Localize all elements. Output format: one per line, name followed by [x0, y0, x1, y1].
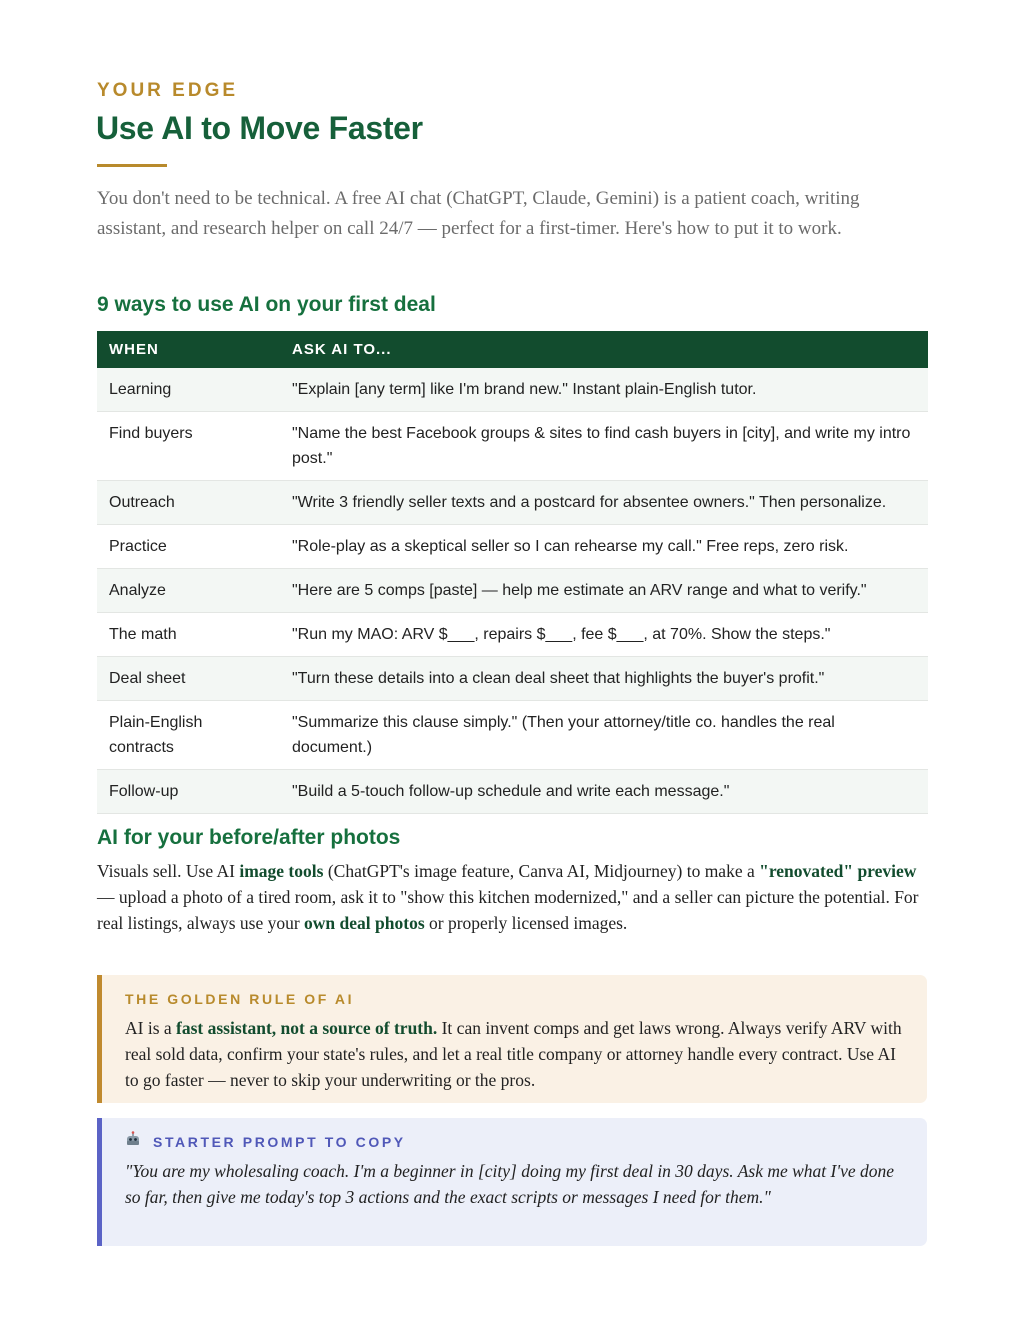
cell-when: Find buyers [97, 412, 280, 481]
column-header-ask: ASK AI TO... [280, 331, 928, 368]
cell-ask: "Write 3 friendly seller texts and a postcard for absentee owners." Then personalize. [280, 481, 928, 525]
golden-rule-text-2: It can invent comps and get laws wrong. Always verify ARV with real sold data, confirm your state's rules, and let a real title company or attorney handle every contract. Use AI to go faster — never to skip your underwriting or the pros. [125, 1018, 902, 1090]
photos-heading: AI for your before/after photos [97, 826, 401, 849]
photos-text-4: or properly licensed images. [424, 913, 628, 933]
golden-rule-body [125, 1015, 905, 1093]
cell-ask: "Explain [any term] like I'm brand new." Instant plain-English tutor. [280, 368, 928, 412]
cell-when: Analyze [97, 569, 280, 613]
starter-prompt-label: STARTER PROMPT TO COPY [153, 1134, 406, 1150]
page-title: Use AI to Move Faster [96, 110, 423, 146]
starter-prompt-callout [97, 1118, 927, 1246]
cell-when: Plain-English contracts [97, 701, 280, 770]
cell-ask: "Summarize this clause simply." (Then your attorney/title co. handles the real document.) [280, 701, 928, 770]
photos-paragraph [97, 858, 929, 936]
section-eyebrow: YOUR EDGE [97, 80, 239, 101]
golden-rule-label: THE GOLDEN RULE OF AI [125, 991, 355, 1007]
cell-when: The math [97, 613, 280, 657]
robot-icon [124, 1130, 142, 1148]
table-row [97, 525, 928, 569]
cell-ask: "Run my MAO: ARV $___, repairs $___, fee $___, at 70%. Show the steps." [280, 613, 928, 657]
photos-bold-renovated-preview: "renovated" preview [759, 861, 917, 881]
ways-heading: 9 ways to use AI on your first deal [97, 293, 436, 316]
cell-when: Learning [97, 368, 280, 412]
table-row [97, 657, 928, 701]
table-row [97, 701, 928, 770]
photos-text-1: Visuals sell. Use AI [97, 861, 240, 881]
table-row [97, 368, 928, 412]
table-row [97, 481, 928, 525]
golden-rule-bold: fast assistant, not a source of truth. [176, 1018, 438, 1038]
table-row [97, 412, 928, 481]
cell-when: Practice [97, 525, 280, 569]
table-row [97, 569, 928, 613]
table-header-row [97, 331, 928, 368]
photos-bold-own-deal-photos: own deal photos [304, 913, 425, 933]
photos-text-3: — upload a photo of a tired room, ask it to "show this kitchen modernized," and a seller can picture the potential. For real listings, always use your [97, 887, 919, 933]
cell-ask: "Build a 5-touch follow-up schedule and write each message." [280, 770, 928, 814]
intro-paragraph: You don't need to be technical. A free AI chat (ChatGPT, Claude, Gemini) is a patient coach, writing assistant, and research helper on call 24/7 — perfect for a first-timer. Here's how to put it to work. [97, 188, 860, 239]
cell-ask: "Here are 5 comps [paste] — help me estimate an ARV range and what to verify." [280, 569, 928, 613]
golden-rule-text-1: AI is a [125, 1018, 177, 1038]
cell-when: Follow-up [97, 770, 280, 814]
table-row [97, 613, 928, 657]
table-row [97, 770, 928, 814]
starter-prompt-text: "You are my wholesaling coach. I'm a beginner in [city] doing my first deal in 30 days. Ask me what I've done so far, then give me today's top 3 actions and the exact scripts or messages I need for them." [125, 1161, 895, 1207]
cell-ask: "Role-play as a skeptical seller so I can rehearse my call." Free reps, zero risk. [280, 525, 928, 569]
golden-rule-callout [97, 975, 927, 1103]
cell-ask: "Name the best Facebook groups & sites to find cash buyers in [city], and write my intro post." [280, 412, 928, 481]
title-underline [97, 164, 167, 167]
cell-when: Deal sheet [97, 657, 280, 701]
photos-text-2: (ChatGPT's image feature, Canva AI, Midjourney) to make a [323, 861, 760, 881]
column-header-when: WHEN [97, 331, 280, 368]
cell-when: Outreach [97, 481, 280, 525]
ways-table [97, 331, 928, 814]
photos-bold-image-tools: image tools [239, 861, 324, 881]
cell-ask: "Turn these details into a clean deal sheet that highlights the buyer's profit." [280, 657, 928, 701]
